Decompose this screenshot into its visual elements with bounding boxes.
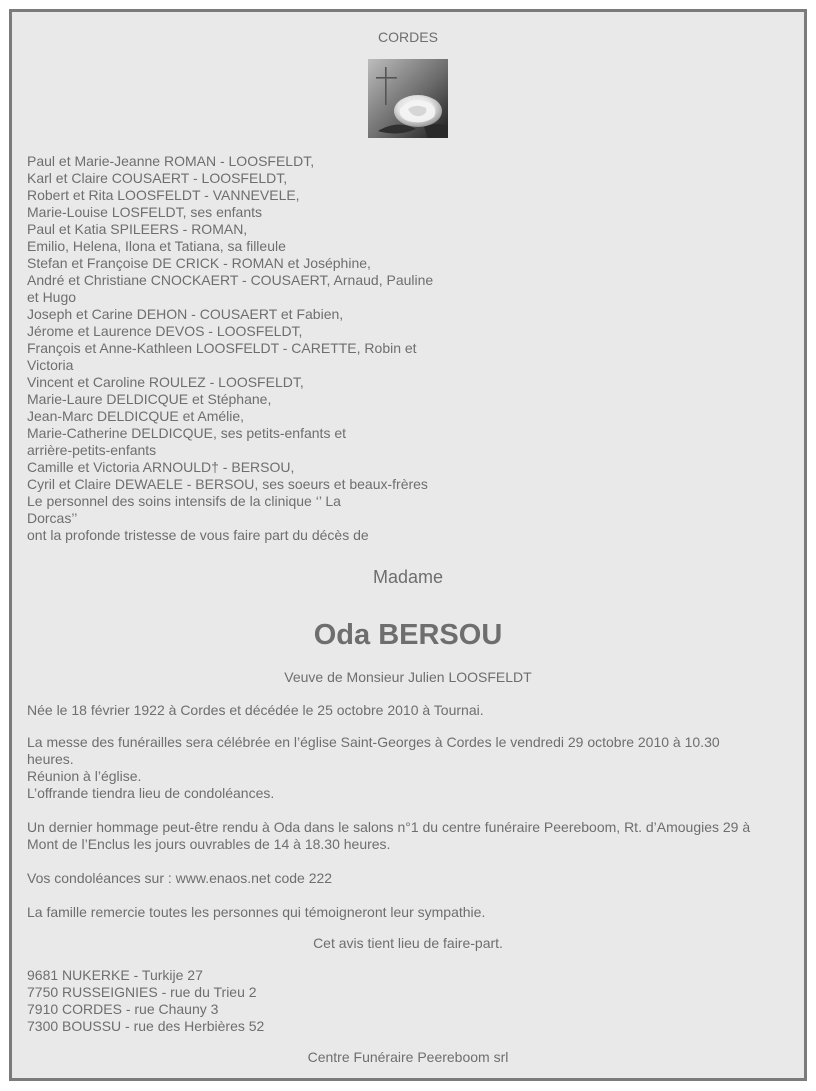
- family-line: Jean-Marc DELDICQUE et Amélie,: [27, 408, 245, 424]
- family-line: Robert et Rita LOOSFELDT - VANNEVELE,: [27, 187, 300, 203]
- funeral-line: La messe des funérailles sera célébrée en l’église Saint-Georges à Cordes le vendredi 29 octobre 2010 à 10.30: [27, 734, 720, 750]
- address-line: 7910 CORDES - rue Chauny 3: [27, 1001, 219, 1017]
- family-line: Le personnel des soins intensifs de la clinique ‘’ La: [27, 493, 341, 509]
- family-line: Paul et Katia SPILEERS - ROMAN,: [27, 221, 248, 237]
- deceased-name: Oda BERSOU: [313, 619, 503, 651]
- family-line: François et Anne-Kathleen LOOSFELDT - CARETTE, Robin et: [27, 340, 417, 356]
- family-line: Paul et Marie-Jeanne ROMAN - LOOSFELDT,: [27, 153, 315, 169]
- family-list: [27, 153, 457, 544]
- family-line: André et Christiane CNOCKAERT - COUSAERT, Arnaud, Pauline: [27, 272, 434, 288]
- town-heading: CORDES: [378, 29, 438, 45]
- widow-line: Veuve de Monsieur Julien LOOSFELDT: [284, 669, 532, 685]
- family-line: Vincent et Caroline ROULEZ - LOOSFELDT,: [27, 374, 304, 390]
- address-line: 7750 RUSSEIGNIES - rue du Trieu 2: [27, 984, 257, 1000]
- memorial-photo: [368, 59, 448, 138]
- memorial-image: [368, 59, 448, 138]
- family-line: Emilio, Helena, Ilona et Tatiana, sa filleule: [27, 238, 286, 254]
- tribute-details: [27, 819, 792, 853]
- family-line: Stefan et Françoise DE CRICK - ROMAN et Joséphine,: [27, 255, 371, 271]
- family-line: Karl et Claire COUSAERT - LOOSFELDT,: [27, 170, 288, 186]
- family-line: Marie-Catherine DELDICQUE, ses petits-enfants et: [27, 425, 347, 441]
- notice-text: Cet avis tient lieu de faire-part.: [313, 935, 503, 951]
- address-line: 9681 NUKERKE - Turkije 27: [27, 967, 203, 983]
- funeral-line: L’offrande tiendra lieu de condoléances.: [27, 785, 275, 801]
- address-list: [27, 967, 792, 1035]
- condolences-text: Vos condoléances sur : www.enaos.net code 222: [27, 870, 333, 886]
- birth-death-text: Née le 18 février 1922 à Cordes et décédée le 25 octobre 2010 à Tournai.: [27, 702, 484, 718]
- funeral-line: Réunion à l’église.: [27, 768, 142, 784]
- tribute-line: Mont de l’Enclus les jours ouvrables de 14 à 18.30 heures.: [27, 836, 391, 852]
- obituary-card: [9, 9, 807, 1081]
- funeral-details: [27, 734, 792, 802]
- funeral-line: heures.: [27, 751, 74, 767]
- family-line: arrière-petits-enfants: [27, 442, 157, 458]
- family-line: Jérome et Laurence DEVOS - LOOSFELDT,: [27, 323, 303, 339]
- tribute-line: Un dernier hommage peut-être rendu à Oda dans le salons n°1 du centre funéraire Peereboom, Rt. d’Amougies 29 à: [27, 819, 751, 835]
- family-line: Marie-Laure DELDICQUE et Stéphane,: [27, 391, 272, 407]
- funeral-home-footer: Centre Funéraire Peereboom srl: [307, 1049, 509, 1065]
- family-line: Dorcas’’: [27, 510, 78, 526]
- family-line: Marie-Louise LOSFELDT, ses enfants: [27, 204, 262, 220]
- family-line: Victoria: [27, 357, 74, 373]
- address-line: 7300 BOUSSU - rue des Herbières 52: [27, 1018, 265, 1034]
- family-line: Joseph et Carine DEHON - COUSAERT et Fabien,: [27, 306, 344, 322]
- family-line: Cyril et Claire DEWAELE - BERSOU, ses soeurs et beaux-frères: [27, 476, 428, 492]
- honorific: Madame: [372, 567, 444, 587]
- thanks-text: La famille remercie toutes les personnes qui témoigneront leur sympathie.: [27, 904, 486, 920]
- family-line: ont la profonde tristesse de vous faire part du décès de: [27, 527, 369, 543]
- family-line: Camille et Victoria ARNOULD† - BERSOU,: [27, 459, 295, 475]
- family-line: et Hugo: [27, 289, 77, 305]
